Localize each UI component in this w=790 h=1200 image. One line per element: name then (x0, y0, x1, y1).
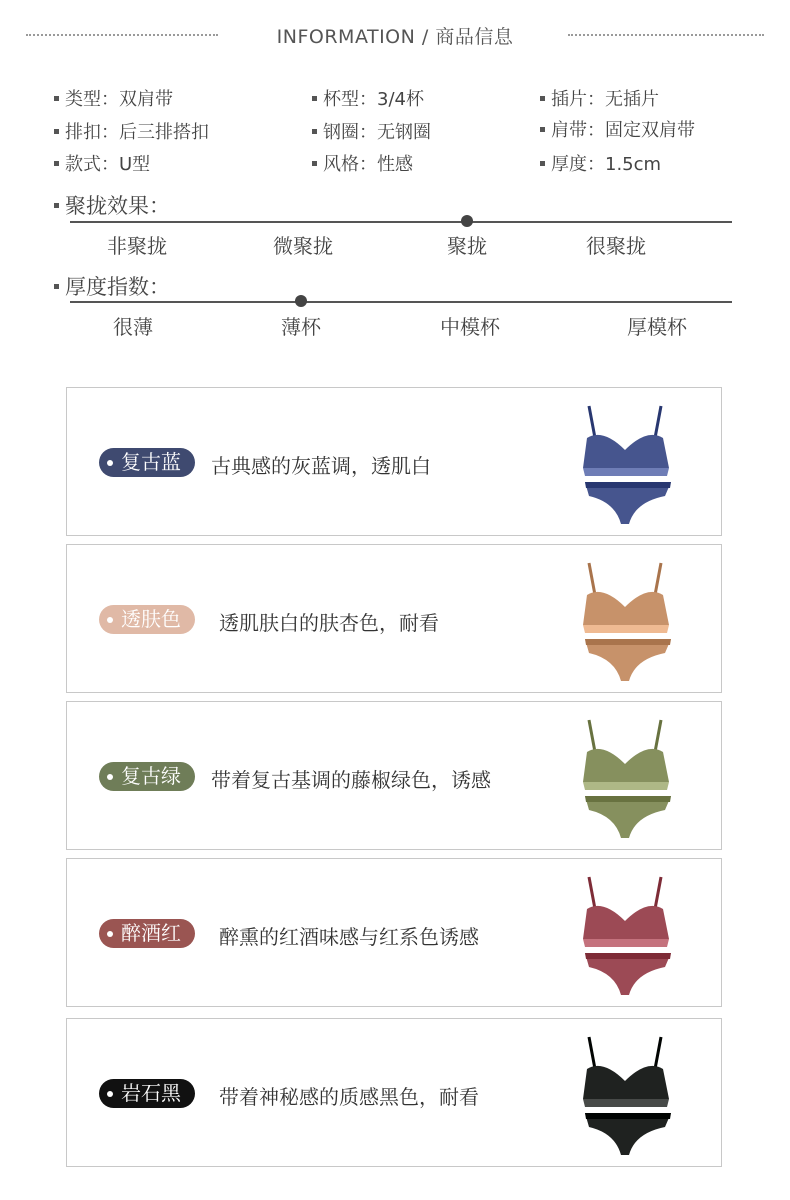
bra-cups (583, 435, 669, 468)
spec-item (54, 118, 209, 144)
color-card-wine-red (66, 858, 722, 1007)
lingerie-set-image (575, 869, 685, 999)
push-up-option: 聚拢 (447, 234, 487, 258)
strap-left (589, 1037, 595, 1069)
color-description: 透肌肤白的肤杏色，耐看 (219, 611, 439, 635)
briefs (585, 482, 671, 524)
lace-trim (583, 939, 669, 947)
spec-text: 风格：性感 (323, 154, 413, 175)
bra-cups (583, 906, 669, 939)
spec-item (540, 85, 659, 111)
color-name-pill (99, 919, 195, 948)
push-up-selected-marker (461, 215, 473, 227)
lace-trim (583, 625, 669, 633)
pill-dot-icon (107, 617, 113, 623)
bullet-icon (312, 161, 317, 166)
strap-right (655, 406, 661, 438)
push-up-scale-line (70, 221, 732, 223)
spec-text: 插片：无插片 (551, 89, 659, 110)
spec-text: 款式：U型 (65, 154, 151, 175)
spec-item (540, 150, 661, 176)
briefs (585, 953, 671, 995)
lingerie-set-image (575, 1029, 685, 1159)
spec-item (312, 85, 424, 111)
briefs-waistband (585, 1113, 671, 1119)
pill-dot-icon (107, 774, 113, 780)
color-name-pill (99, 448, 195, 477)
pill-dot-icon (107, 1091, 113, 1097)
header-divider-right (568, 34, 764, 36)
pill-dot-icon (107, 460, 113, 466)
push-up-option: 非聚拢 (107, 234, 167, 258)
strap-left (589, 406, 595, 438)
strap-right (655, 877, 661, 909)
bullet-icon (540, 127, 545, 132)
spec-text: 类型：双肩带 (65, 89, 173, 110)
push-up-label (54, 190, 170, 220)
strap-left (589, 720, 595, 752)
color-name: 复古蓝 (121, 450, 181, 474)
color-description: 古典感的灰蓝调，透肌白 (211, 454, 431, 478)
spec-item (312, 150, 413, 176)
spec-item (312, 118, 431, 144)
bra-cups (583, 1066, 669, 1099)
bullet-icon (54, 96, 59, 101)
color-name-pill (99, 605, 195, 634)
briefs-waistband (585, 639, 671, 645)
strap-left (589, 563, 595, 595)
spec-item (54, 85, 173, 111)
lingerie-set-image (575, 555, 685, 685)
thickness-option: 薄杯 (281, 315, 321, 339)
briefs-waistband (585, 796, 671, 802)
push-up-option: 很聚拢 (586, 234, 646, 258)
lingerie-set-image (575, 712, 685, 842)
color-card-nude (66, 544, 722, 693)
lace-trim (583, 468, 669, 476)
bullet-icon (540, 161, 545, 166)
briefs (585, 1113, 671, 1155)
color-name-pill (99, 762, 195, 791)
thickness-option: 中模杯 (440, 315, 500, 339)
thickness-option: 很薄 (113, 315, 153, 339)
color-name-pill (99, 1079, 195, 1108)
spec-text: 排扣：后三排搭扣 (65, 122, 209, 143)
lace-trim (583, 782, 669, 790)
briefs-waistband (585, 482, 671, 488)
color-description: 醉熏的红酒味感与红系色诱感 (219, 925, 479, 949)
briefs-waistband (585, 953, 671, 959)
spec-item (540, 116, 695, 142)
color-name: 醉酒红 (121, 921, 181, 945)
info-header (0, 18, 790, 52)
thickness-selected-marker (295, 295, 307, 307)
strap-left (589, 877, 595, 909)
color-description: 带着复古基调的藤椒绿色，诱感 (211, 768, 491, 792)
briefs (585, 796, 671, 838)
color-name: 复古绿 (121, 764, 181, 788)
strap-right (655, 720, 661, 752)
color-name: 透肤色 (121, 607, 181, 631)
color-card-green (66, 701, 722, 850)
thickness-scale-line (70, 301, 732, 303)
spec-text: 肩带：固定双肩带 (551, 120, 695, 141)
lingerie-set-image (575, 398, 685, 528)
bra-cups (583, 592, 669, 625)
color-card-blue (66, 387, 722, 536)
header-title: INFORMATION / 商品信息 (276, 26, 514, 48)
color-description: 带着神秘感的质感黑色，耐看 (219, 1085, 479, 1109)
bra-cups (583, 749, 669, 782)
bullet-icon (54, 161, 59, 166)
briefs (585, 639, 671, 681)
strap-right (655, 563, 661, 595)
color-name: 岩石黑 (121, 1081, 181, 1105)
bullet-icon (312, 96, 317, 101)
lace-trim (583, 1099, 669, 1107)
push-up-option: 微聚拢 (273, 234, 333, 258)
spec-text: 钢圈：无钢圈 (323, 122, 431, 143)
bullet-icon (312, 129, 317, 134)
strap-right (655, 1037, 661, 1069)
spec-item (54, 150, 150, 176)
spec-text: 杯型：3/4杯 (323, 89, 424, 110)
bullet-icon (54, 203, 59, 208)
bullet-icon (54, 284, 59, 289)
bullet-icon (540, 96, 545, 101)
color-card-black (66, 1018, 722, 1167)
thickness-option: 厚模杯 (627, 315, 687, 339)
thickness-label (54, 271, 170, 301)
thickness-label-text: 厚度指数： (65, 275, 170, 299)
pill-dot-icon (107, 931, 113, 937)
bullet-icon (54, 129, 59, 134)
push-up-label-text: 聚拢效果： (65, 194, 170, 218)
spec-text: 厚度：1.5cm (551, 154, 662, 175)
